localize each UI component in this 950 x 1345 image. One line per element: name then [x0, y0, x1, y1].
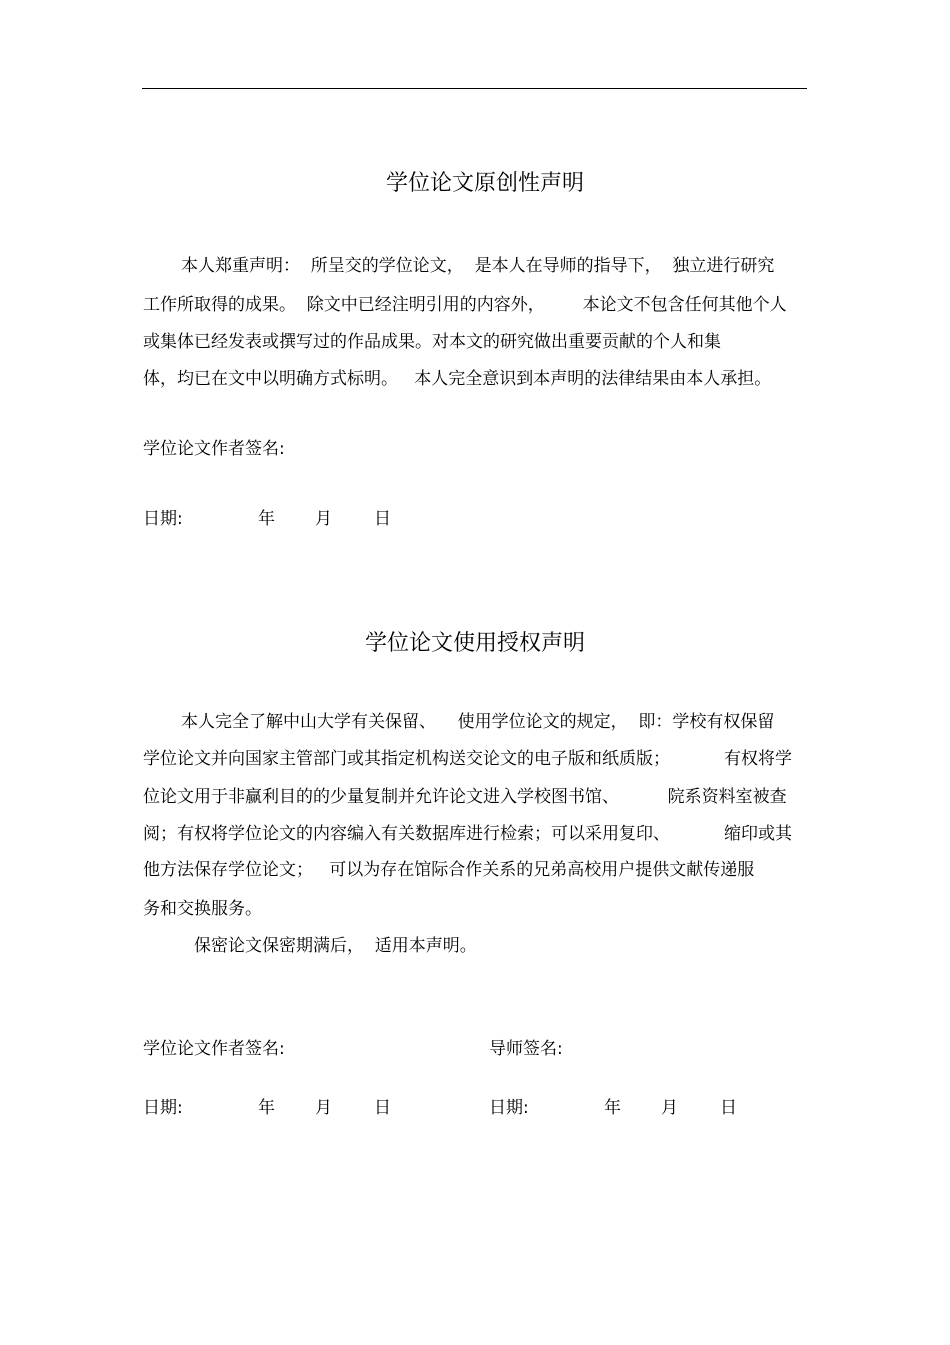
authorization-line-2: 学位论文并向国家主管部门或其指定机构送交论文的电子版和纸质版； 有权将学	[143, 749, 793, 769]
originality-author-signature-label: 学位论文作者签名:	[143, 439, 285, 459]
author-date-label: 日期:	[143, 1098, 183, 1118]
authorization-author-signature-label: 学位论文作者签名:	[143, 1039, 285, 1059]
authorization-title: 学位论文使用授权声明	[364, 631, 585, 656]
originality-line-3: 或集体已经发表或撰写过的作品成果。对本文的研究做出重要贡献的个人和集	[143, 332, 721, 352]
authorization-line-7: 保密论文保密期满后， 适用本声明。	[194, 936, 477, 956]
supervisor-date-label: 日期:	[489, 1098, 529, 1118]
originality-title: 学位论文原创性声明	[385, 171, 584, 196]
authorization-line-3: 位论文用于非赢利目的的少量复制并允许论文进入学校图书馆、 院系资料室被查	[143, 787, 787, 807]
authorization-line-6: 务和交换服务。	[143, 899, 262, 919]
originality-month-label: 月	[315, 509, 332, 529]
supervisor-signature-label: 导师签名:	[489, 1039, 563, 1059]
originality-line-2: 工作所取得的成果。 除文中已经注明引用的内容外， 本论文不包含任何其他个人	[143, 295, 787, 315]
authorization-line-5: 他方法保存学位论文； 可以为存在馆际合作关系的兄弟高校用户提供文献传递服	[143, 860, 755, 880]
originality-line-4: 体，均已在文中以明确方式标明。 本人完全意识到本声明的法律结果由本人承担。	[143, 369, 772, 389]
author-day-label: 日	[374, 1098, 391, 1118]
author-year-label: 年	[258, 1098, 275, 1118]
supervisor-day-label: 日	[720, 1098, 737, 1118]
originality-year-label: 年	[258, 509, 275, 529]
supervisor-month-label: 月	[661, 1098, 678, 1118]
originality-line-1: 本人郑重声明： 所呈交的学位论文， 是本人在导师的指导下， 独立进行研究	[181, 256, 775, 276]
authorization-line-1: 本人完全了解中山大学有关保留、 使用学位论文的规定， 即：学校有权保留	[181, 712, 775, 732]
supervisor-year-label: 年	[604, 1098, 621, 1118]
originality-day-label: 日	[374, 509, 391, 529]
originality-date-label: 日期:	[143, 509, 183, 529]
authorization-line-4: 阅；有权将学位论文的内容编入有关数据库进行检索；可以采用复印、 缩印或其	[143, 824, 793, 844]
header-rule	[142, 88, 807, 89]
author-month-label: 月	[315, 1098, 332, 1118]
